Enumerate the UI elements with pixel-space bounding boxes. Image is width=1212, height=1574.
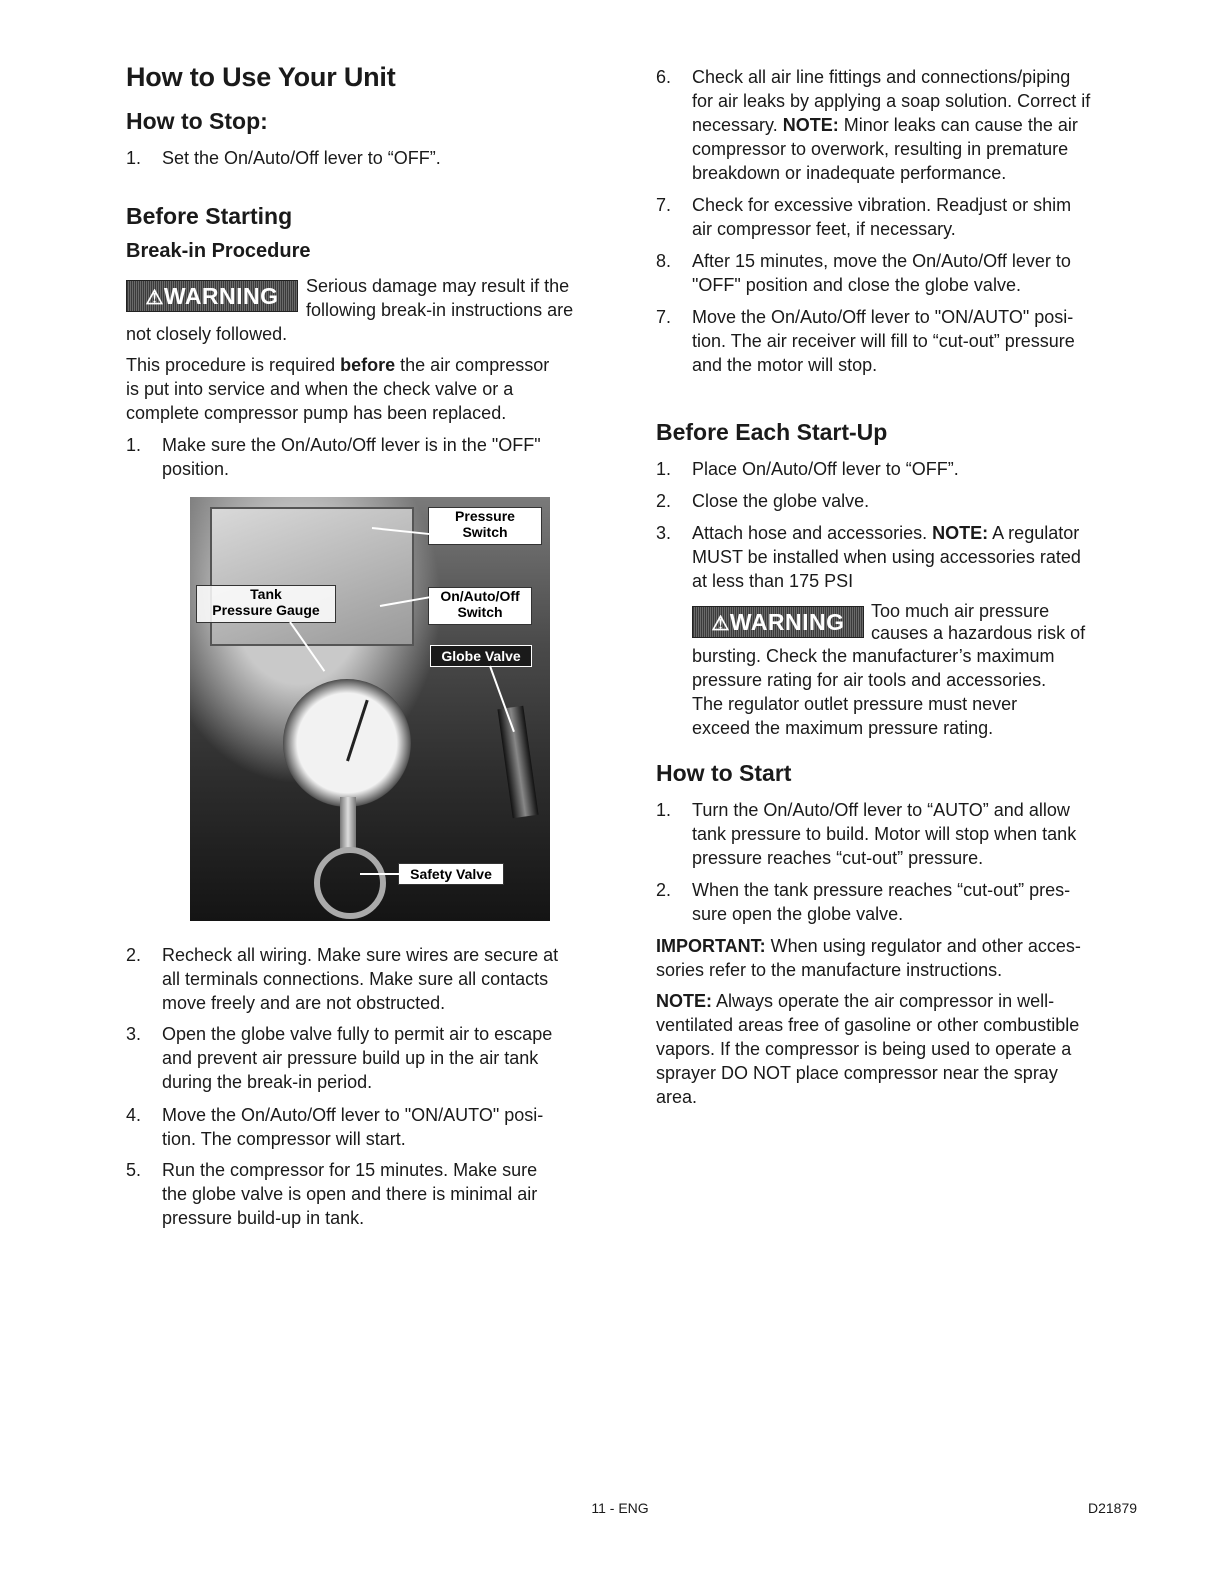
label-globe-valve: Globe Valve — [430, 645, 532, 667]
before-starting-heading: Before Starting — [126, 203, 293, 229]
pipe — [340, 797, 356, 852]
pressure-gauge — [283, 679, 411, 807]
label-pressure-switch: Pressure Switch — [428, 507, 542, 545]
warning-line-1: Too much air pressure — [871, 601, 1050, 621]
break-in-subheading: Break-in Procedure — [126, 240, 311, 262]
note-paragraph: NOTE: Always operate the air compressor in well- ventilated areas free of gasoline or other combustible vapors. If the compressor is being used to operate a sprayer DO NOT place compressor near the spray area. — [656, 991, 1080, 1107]
label-on-auto-off-switch: On/Auto/Off Switch — [428, 587, 532, 625]
warning-icon: ⚠ — [145, 287, 164, 309]
warning-continuation: bursting. Check the manufacturer’s maximum pressure rating for air tools and accessories. The regulator outlet pressure must never exceed the maximum pressure rating. — [692, 646, 1055, 738]
page-number: 11 - ENG — [591, 1500, 649, 1516]
item-text: Set the On/Auto/Off lever to “OFF”. — [162, 148, 441, 168]
warning-line-3: not closely followed. — [126, 324, 288, 344]
intro-paragraph: This procedure is required before the air compressor is put into service and when the check valve or a complete compressor pump has been replaced. — [126, 355, 550, 423]
warning-icon: ⚠ — [711, 613, 730, 635]
how-to-stop-heading: How to Stop: — [126, 108, 268, 134]
warning-badge: ⚠WARNING — [126, 280, 298, 312]
label-tank-pressure-gauge: Tank Pressure Gauge — [196, 585, 336, 623]
compressor-photo — [190, 497, 550, 921]
item-number: 1. — [126, 148, 142, 168]
warning-line-2: following break-in instructions are — [306, 300, 574, 320]
warning-line-1: Serious damage may result if the — [306, 276, 570, 296]
warning-line-2: causes a hazardous risk of — [871, 623, 1086, 643]
globe-valve-handle — [497, 706, 538, 819]
page-title: How to Use Your Unit — [126, 62, 396, 92]
warning-badge: ⚠WARNING — [692, 606, 864, 638]
before-each-startup-heading: Before Each Start-Up — [656, 419, 888, 445]
callout-line — [360, 873, 400, 875]
document-code: D21879 — [1088, 1500, 1138, 1516]
label-safety-valve: Safety Valve — [398, 863, 504, 885]
important-paragraph: IMPORTANT: When using regulator and other acces- sories refer to the manufacture instructions. — [656, 936, 1081, 980]
how-to-start-heading: How to Start — [656, 760, 792, 786]
safety-valve-ring — [314, 847, 386, 919]
